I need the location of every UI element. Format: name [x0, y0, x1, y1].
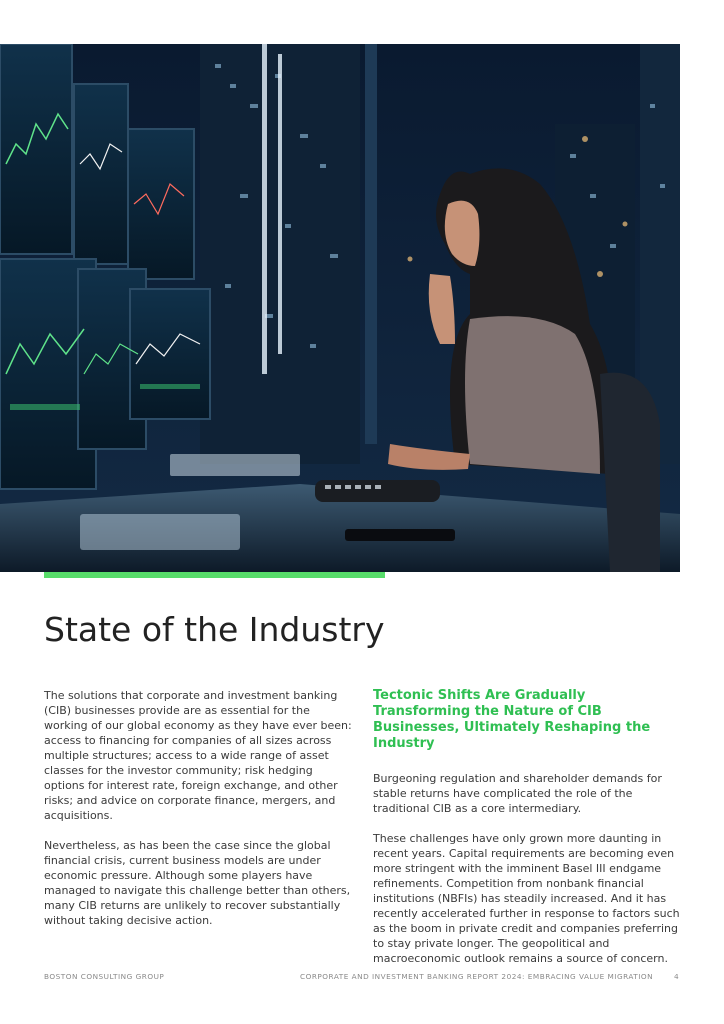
hero-photo — [0, 44, 680, 572]
page-title: State of the Industry — [44, 610, 385, 649]
hero-illustration — [0, 44, 680, 572]
body-paragraph: Burgeoning regulation and shareholder demands for stable returns have complicated the role of the traditional CIB as a core intermediary. — [373, 772, 662, 815]
page-number: 4 — [674, 972, 680, 981]
body-paragraph: Nevertheless, as has been the case since the global financial crisis, current business models are under economic pressure. Although some players have managed to navigate this challenge better than others, many CIB returns are unlikely to recover substantially without taking decisive action. — [44, 839, 351, 927]
footer-publisher: BOSTON CONSULTING GROUP — [44, 972, 165, 981]
left-column — [44, 688, 352, 943]
body-paragraph: These challenges have only grown more daunting in recent years. Capital requirements are becoming even more stringent with the imminent Basel III endgame refinements. Competition from nonbank financial institutions (NBFIs) has steadily increased. And it has recently accelerated further in response to factors such as the boom in private credit and companies preferring to stay private longer. The geopolitical and macroeconomic outlook remains a source of concern. — [373, 832, 680, 965]
right-column — [373, 688, 685, 981]
footer-report-title: CORPORATE AND INVESTMENT BANKING REPORT 2024: EMBRACING VALUE MIGRATION — [300, 972, 654, 981]
section-subheading: Tectonic Shifts Are Gradually Transforming the Nature of CIB Businesses, Ultimately Reshaping the Industry — [373, 688, 651, 751]
accent-bar — [44, 572, 385, 578]
body-paragraph: The solutions that corporate and investment banking (CIB) businesses provide are as essential for the working of our global economy as they have ever been: access to financing for companies of all sizes across multiple structures; access to a wide range of asset classes for the investor community; risk hedging options for interest rate, foreign exchange, and other risks; and advice on corporate finance, mergers, and acquisitions. — [44, 689, 352, 822]
